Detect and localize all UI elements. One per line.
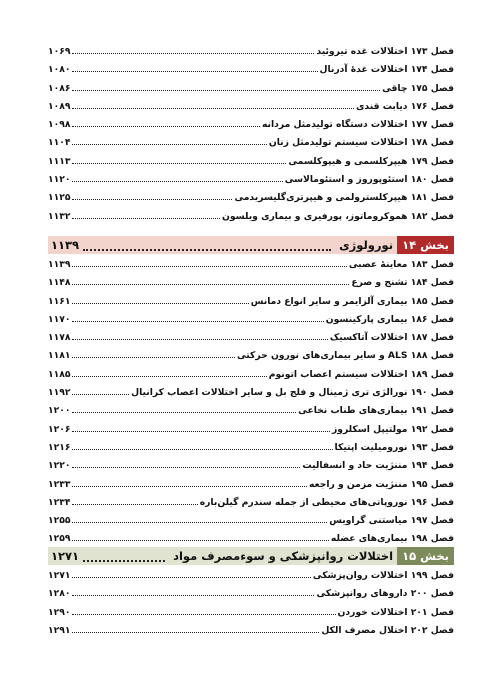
page-number: ۱۲۲۰	[48, 460, 71, 472]
dot-leader	[72, 479, 307, 487]
page-number: ۱۱۴۸	[48, 277, 71, 289]
dot-leader	[72, 533, 328, 541]
chapter-title: فصل ۲۰۰ داروهای روانپزشکی	[316, 588, 454, 600]
section-header[interactable]	[48, 236, 454, 254]
dot-leader	[72, 64, 317, 72]
toc-entry[interactable]	[48, 116, 454, 134]
page-number: ۱۱۳۲	[48, 210, 71, 222]
toc-entry[interactable]	[48, 567, 454, 585]
toc-entry[interactable]	[48, 494, 454, 512]
page-number: ۱۲۷۱	[48, 570, 71, 581]
page-number: ۱۰۹۸	[48, 119, 71, 131]
chapter-title: فصل ۲۰۲ اختلال مصرف الکل	[321, 624, 454, 636]
toc-entry[interactable]	[48, 585, 454, 603]
page-number: ۱۲۰۰	[48, 405, 71, 417]
section-title: نورولوژی	[339, 238, 394, 252]
page-number: ۱۱۷۸	[48, 332, 71, 344]
toc-entry[interactable]	[48, 604, 454, 622]
page-number: ۱۲۹۰	[48, 606, 71, 618]
dot-leader	[72, 588, 314, 596]
page-number: ۱۱۰۴	[48, 137, 71, 149]
dot-leader	[72, 174, 282, 182]
chapter-title: فصل ۱۹۸ بیماری‌های عضله	[330, 533, 454, 545]
chapter-title: فصل ۲۰۱ اختلالات خوردن	[337, 606, 454, 618]
dot-leader	[72, 607, 335, 615]
page-number: ۱۲۰۶	[48, 423, 71, 435]
section-14	[48, 236, 454, 549]
chapter-title: فصل ۱۸۴ تشنج و صرع	[351, 277, 454, 289]
toc-entry[interactable]	[48, 43, 454, 61]
section-15	[48, 547, 454, 640]
dot-leader	[72, 515, 327, 523]
toc-entry[interactable]	[48, 622, 454, 640]
section-tab: بخش ۱۴	[397, 236, 454, 254]
toc-entry[interactable]	[48, 530, 454, 548]
toc-entry[interactable]	[48, 208, 454, 226]
page-number: ۱۱۷۰	[48, 313, 71, 325]
section-tab: بخش ۱۵	[397, 547, 454, 565]
page-number: ۱۱۱۳	[48, 155, 71, 167]
toc-entry[interactable]	[48, 61, 454, 79]
page-number: ۱۱۲۰	[48, 174, 71, 186]
toc-entry[interactable]	[48, 293, 454, 311]
toc-entry[interactable]	[48, 274, 454, 292]
chapter-title: فصل ۱۸۶ بیماری پارکینسون	[325, 313, 454, 325]
page-number: ۱۲۳۳	[48, 478, 71, 490]
toc-entry[interactable]	[48, 476, 454, 494]
toc-list	[48, 43, 454, 226]
toc-entry[interactable]	[48, 98, 454, 116]
dot-leader	[83, 551, 165, 562]
dot-leader	[72, 192, 232, 200]
chapter-title: فصل ۱۹۴ مننژیت حاد و انسفالیت	[302, 460, 454, 472]
dot-leader	[72, 625, 319, 633]
section-page-number: ۱۱۳۹	[51, 238, 80, 252]
toc-entry[interactable]	[48, 329, 454, 347]
chapter-title: فصل ۱۸۳ معاینهٔ عصبی	[348, 259, 454, 270]
toc-entry[interactable]	[48, 512, 454, 530]
toc-entry[interactable]	[48, 402, 454, 420]
chapter-title: فصل ۱۷۸ اختلالات سیستم تولیدمثل زنان	[268, 137, 454, 149]
chapter-title: فصل ۱۷۳ اختلالات غده تیروئید	[316, 46, 454, 57]
page-number: ۱۲۳۴	[48, 496, 71, 508]
chapter-title: فصل ۱۹۱ بیماری‌های طناب نخاعی	[298, 405, 454, 417]
chapter-title: فصل ۱۸۱ هیپرکلسترولمی و هیپرتری‌گلیسریدمی	[234, 192, 454, 204]
dot-leader	[72, 442, 332, 450]
page-number: ۱۰۶۹	[48, 46, 71, 57]
toc-entry[interactable]	[48, 384, 454, 402]
toc-entry[interactable]	[48, 311, 454, 329]
dot-leader	[72, 497, 197, 505]
dot-leader	[72, 387, 129, 395]
dot-leader	[72, 46, 314, 54]
page-number: ۱۲۹۱	[48, 624, 71, 636]
chapter-title: فصل ۱۷۶ دیابت قندی	[356, 100, 454, 112]
page-number: ۱۰۸۹	[48, 100, 71, 112]
page-number: ۱۰۸۰	[48, 64, 71, 76]
dot-leader	[72, 332, 327, 340]
toc-entry[interactable]	[48, 134, 454, 152]
toc-entry[interactable]	[48, 153, 454, 171]
dot-leader	[72, 424, 330, 432]
toc-entry[interactable]	[48, 421, 454, 439]
chapter-title: فصل ۱۹۹ اختلالات روان‌پزشکی	[312, 570, 454, 581]
chapter-title: فصل ۱۸۹ اختلالات سیستم اعصاب اتونوم	[268, 368, 454, 380]
toc-entry[interactable]	[48, 439, 454, 457]
dot-leader	[72, 460, 300, 468]
chapter-title: فصل ۱۸۲ هموکروماتوز، پورفیری و بیماری ویلسون	[222, 210, 454, 222]
dot-leader	[72, 277, 349, 285]
chapter-title: فصل ۱۹۲ مولتیپل اسکلروز	[331, 423, 454, 435]
chapter-title: فصل ۱۸۸ ALS و سایر بیماری‌های نورون حرکتی	[237, 350, 454, 362]
chapter-title: فصل ۱۷۷ اختلالات دستگاه تولیدمثل مردانه	[261, 119, 454, 131]
toc-entry[interactable]	[48, 171, 454, 189]
section-header[interactable]	[48, 547, 454, 565]
section-page-number: ۱۲۷۱	[51, 549, 80, 563]
page-number: ۱۱۶۱	[48, 295, 71, 307]
dot-leader	[72, 369, 266, 377]
chapter-title: فصل ۱۹۵ مننژیت مزمن و راجعه	[308, 478, 454, 490]
section-title: اختلالات روانپزشکی و سوءمصرف مواد	[173, 549, 394, 563]
chapter-title: فصل ۱۷۵ چاقی	[382, 82, 454, 94]
dot-leader	[72, 156, 286, 164]
page-number: ۱۱۸۵	[48, 368, 71, 380]
dot-leader	[83, 240, 331, 251]
toc-entry[interactable]	[48, 347, 454, 365]
chapter-title: فصل ۱۹۰ نورالژی تری ژمینال و فلج بل و سایر اختلالات اعصاب کرانیال	[131, 387, 454, 399]
chapter-title: فصل ۱۹۳ نورومیلیت اپتیکا	[334, 441, 454, 453]
page-number: ۱۲۸۰	[48, 588, 71, 600]
chapter-title: فصل ۱۸۵ بیماری آلزایمر و سایر انواع دمانس	[250, 295, 454, 307]
chapter-title: فصل ۱۸۷ اختلالات آتاکسیک	[329, 332, 454, 344]
toc-entry[interactable]	[48, 189, 454, 207]
dot-leader	[72, 350, 235, 358]
toc-entry[interactable]	[48, 80, 454, 98]
toc-group-endocrine	[48, 43, 454, 226]
dot-leader	[72, 211, 220, 219]
toc-list	[48, 567, 454, 640]
page-number: ۱۲۵۹	[48, 533, 71, 545]
page-number: ۱۰۸۶	[48, 82, 71, 94]
dot-leader	[72, 137, 266, 145]
page-number: ۱۱۸۱	[48, 350, 71, 362]
chapter-title: فصل ۱۷۴ اختلالات غدهٔ آدرنال	[319, 64, 454, 76]
chapter-title: فصل ۱۹۷ میاستنی گراویس	[329, 515, 454, 527]
dot-leader	[72, 119, 260, 127]
dot-leader	[72, 83, 380, 91]
page-number: ۱۱۳۹	[48, 259, 71, 270]
dot-leader	[72, 405, 296, 413]
page-number: ۱۲۱۶	[48, 441, 71, 453]
chapter-title: فصل ۱۹۶ نوروپاتی‌های محیطی از جمله سندرم گیلن‌باره	[199, 496, 454, 508]
toc-entry[interactable]	[48, 366, 454, 384]
toc-list	[48, 256, 454, 549]
chapter-title: فصل ۱۷۹ هیپرکلسمی و هیپوکلسمی	[288, 155, 454, 167]
chapter-title: فصل ۱۸۰ استئوپوروز و استئومالاسی	[284, 174, 454, 186]
dot-leader	[72, 570, 310, 578]
page-number: ۱۱۹۲	[48, 387, 71, 399]
dot-leader	[72, 259, 346, 267]
dot-leader	[72, 101, 354, 109]
toc-entry[interactable]	[48, 457, 454, 475]
toc-entry[interactable]	[48, 256, 454, 274]
page-number: ۱۲۵۵	[48, 515, 71, 527]
page-number: ۱۱۲۵	[48, 192, 71, 204]
dot-leader	[72, 296, 248, 304]
dot-leader	[72, 314, 323, 322]
